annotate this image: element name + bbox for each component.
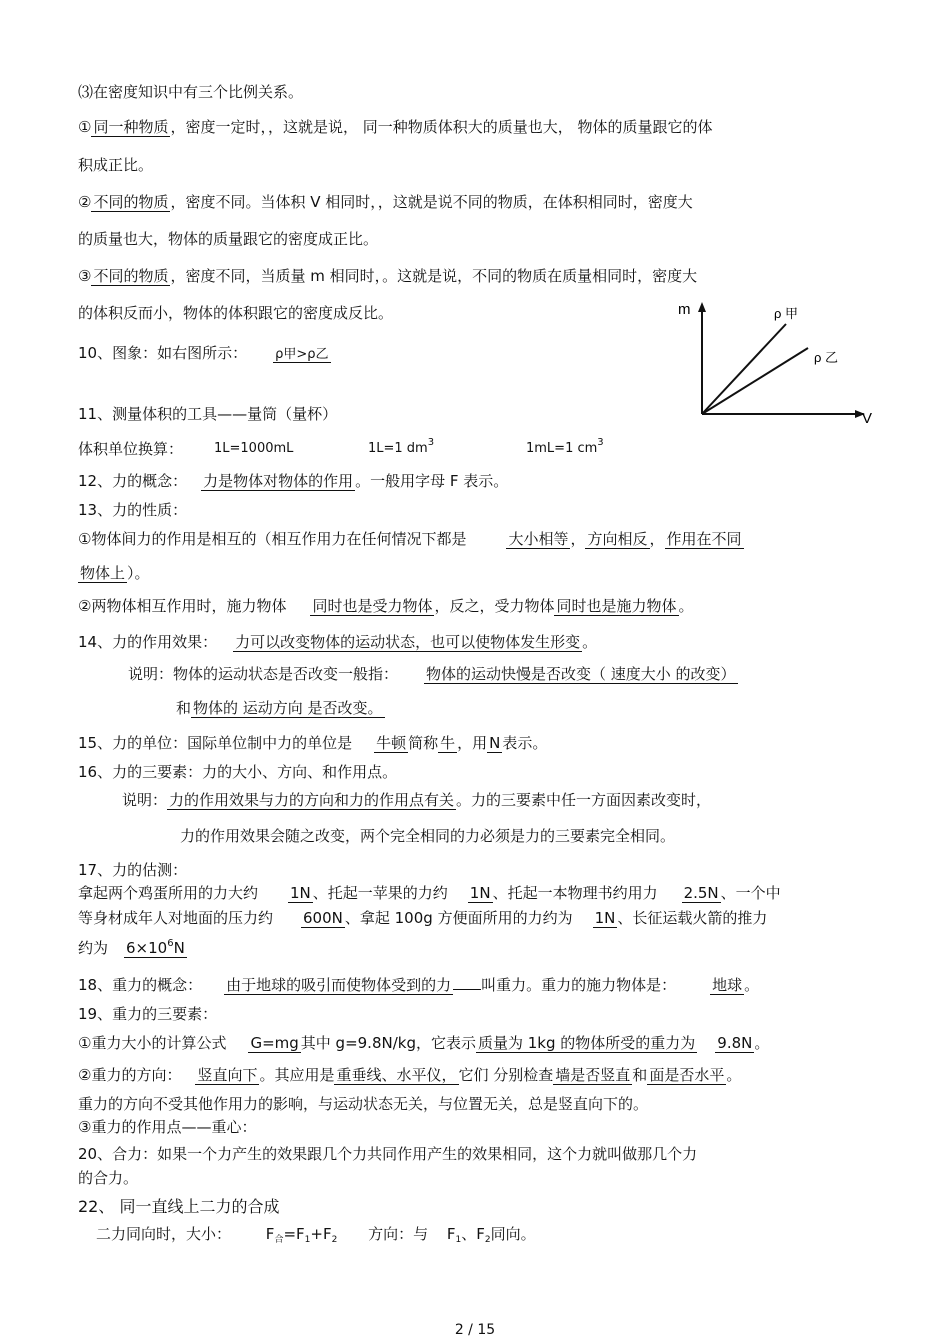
text-line: 积成正比。: [78, 156, 154, 174]
fill-blank: 1N: [594, 909, 616, 927]
text-line: 物体上 ）。: [80, 564, 150, 582]
text-line: 约为 $6\times 10^6N$: [78, 938, 185, 957]
fill-blank: 1N: [290, 884, 311, 902]
text-line: 11、测量体积的工具——量筒（量杯）: [78, 405, 338, 423]
text-line: ③重力的作用点——重心：: [78, 1118, 257, 1136]
fill-blank: N: [489, 734, 501, 752]
fill-blank: 不同的物质: [93, 193, 169, 211]
x-axis-label: V: [862, 410, 873, 427]
section-heading: 22、 同一直线上二力的合成: [78, 1197, 280, 1216]
fill-blank: 大小相等: [508, 530, 569, 548]
fill-blank: 同时也是施力物体: [556, 597, 677, 615]
fill-blank: 力是物体对物体的作用: [203, 472, 354, 490]
text-line: 和 物体的 运动方向 是否改变。: [176, 699, 383, 717]
fill-blank: 力的作用效果与力的方向和力的作用点有关: [169, 791, 455, 809]
text-line: 等身材成年人对地面的压力约 600N 、拿起 100g 方便面所用的力约为 1N 、长征运载火箭的推力: [78, 909, 768, 927]
fill-blank: 物体上: [80, 564, 126, 582]
fill-blank: 地球: [712, 976, 743, 994]
text-line: 的质量也大，物体的质量跟它的密度成正比。: [78, 230, 379, 248]
fill-blank: 作用在不同: [666, 530, 742, 548]
fill-blank: 质量为 1kg 的物体所受的重力为: [477, 1034, 696, 1052]
page-number: 2 / 15: [454, 1322, 496, 1338]
density-graph: [678, 298, 880, 433]
fill-blank: 物体的 运动方向 是否改变。: [193, 699, 383, 717]
text-line: 14、力的作用效果： 力可以改变物体的运动状态，也可以使物体发生形变 。: [78, 633, 598, 651]
line-yi-label: ρ 乙: [814, 350, 839, 365]
fill-blank: 竖直向下: [197, 1066, 258, 1084]
fill-blank: 1N: [469, 884, 491, 902]
text-line: ①重力大小的计算公式 G=mg 其中 g=9.8N/kg，它表示 质量为 1kg 的物体所受的重力为 9.8N 。: [78, 1034, 770, 1052]
text-line: 18、重力的概念： 由于地球的吸引而使物体受到的力 叫重力。重力的施力物体是： 地球 。: [78, 976, 760, 994]
text-line: 16、力的三要素：力的大小、方向、和作用点。: [78, 763, 398, 781]
text-line: 重力的方向不受其他作用力的影响，与运动状态无关，与位置无关，总是竖直向下的。: [78, 1095, 649, 1113]
fill-blank: G=mg: [250, 1034, 299, 1052]
text-line: 15、力的单位：国际单位制中力的单位是 牛顿 简称 牛 ，用 N 表示。: [78, 734, 548, 752]
text-line: ②两物体相互作用时，施力物体 同时也是受力物体 ，反之，受力物体 同时也是施力物体 。: [78, 597, 694, 615]
text-line: 拿起两个鸡蛋所用的力大约 1N 、托起一苹果的力约 1N 、托起一本物理书约用力 2.5N 、一个中: [78, 884, 781, 902]
fill-blank: 2.5N: [683, 884, 719, 902]
fill-blank: 墙是否竖直: [555, 1066, 631, 1084]
text-line: 力的作用效果会随之改变，两个完全相同的力必须是力的三要素完全相同。: [180, 827, 676, 845]
fill-blank: 由于地球的吸引而使物体受到的力: [226, 976, 452, 994]
text-line: ① 同一种物质 ，密度一定时，，这就是说， 同一种物质体积大的质量也大， 物体的质量跟它的体: [78, 118, 713, 136]
text-line: 12、力的概念： 力是物体对物体的作用 。一般用字母 F 表示。: [78, 472, 509, 490]
fill-blank: $6\times 10^6N$: [126, 938, 185, 957]
fill-blank: 牛: [440, 734, 456, 752]
text-line: 20、合力：如果一个力产生的效果跟几个力共同作用产生的效果相同，这个力就叫做那几个力: [78, 1145, 698, 1163]
fill-blank: 重垂线、水平仪，: [336, 1066, 457, 1084]
text-line: 说明：物体的运动状态是否改变一般指： 物体的运动快慢是否改变（ 速度大小 的改变）: [128, 665, 736, 683]
fill-blank: 不同的物质: [93, 267, 169, 285]
fill-blank: 9.8N: [717, 1034, 753, 1052]
text-line: ⑶在密度知识中有三个比例关系。: [78, 83, 304, 101]
text-line: 17、力的估测：: [78, 861, 188, 879]
fill-blank: 同时也是受力物体: [312, 597, 433, 615]
text-line: ①物体间力的作用是相互的（相互作用力在任何情况下都是 大小相等 ， 方向相反 ， 作用在不同: [78, 530, 742, 548]
fill-blank: 面是否水平: [649, 1066, 725, 1084]
fill-blank: ρ甲>ρ乙: [275, 347, 329, 362]
fill-blank: 同一种物质: [93, 118, 169, 136]
text-line: 二力同向时，大小： $F_合=F_1+F_2$ 方向：与 $F_1$、$F_2$同向。: [96, 1225, 536, 1245]
fill-blank: 方向相反: [587, 530, 648, 548]
fill-blank: 物体的运动快慢是否改变（ 速度大小 的改变）: [426, 665, 736, 683]
fill-blank: 600N: [303, 909, 343, 927]
text-line: ② 不同的物质 ，密度不同。当体积 V 相同时，，这就是说不同的物质，在体积相同时，密度大: [78, 193, 693, 211]
line-jia-label: ρ 甲: [774, 306, 799, 321]
text-line: 19、重力的三要素：: [78, 1005, 218, 1023]
text-line: 13、力的性质：: [78, 501, 188, 519]
fill-blank: 牛顿: [376, 734, 407, 752]
text-line: 10、图象：如右图所示： ρ甲>ρ乙: [78, 344, 329, 362]
text-line: 说明： 力的作用效果与力的方向和力的作用点有关 。力的三要素中任一方面因素改变时，: [122, 791, 712, 809]
y-axis-label: m: [678, 301, 691, 318]
text-line: 的合力。: [78, 1169, 139, 1187]
text-line: ③ 不同的物质 ，密度不同，当质量 m 相同时，。这就是说，不同的物质在质量相同时，密度大: [78, 267, 698, 285]
text-line: ②重力的方向： 竖直向下 。其应用是 重垂线、水平仪， 它们 分别检查 墙是否竖直 和 面是否水平 。: [78, 1066, 742, 1084]
text-line: 体积单位换算： 1L=1000mL 1L=1 $dm^3$ 1mL=1 $cm^3$: [78, 437, 604, 458]
fill-blank: 力可以改变物体的运动状态，也可以使物体发生形变: [235, 633, 581, 651]
text-line: 的体积反而小，物体的体积跟它的密度成反比。: [78, 304, 394, 322]
